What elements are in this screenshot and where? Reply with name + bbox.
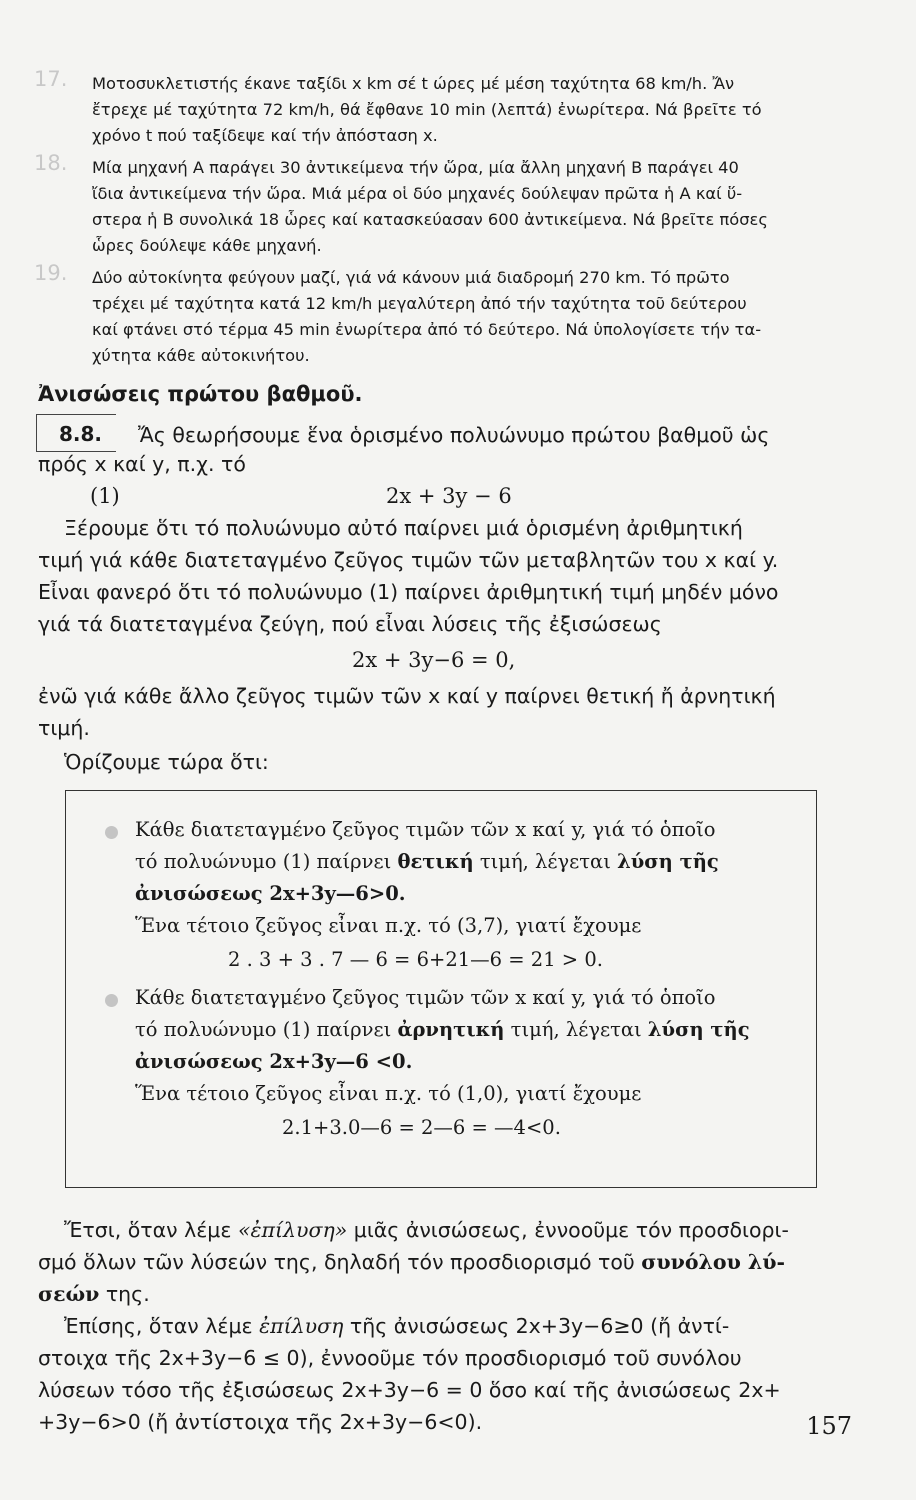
page-number: 157	[806, 1412, 852, 1440]
bullet-icon	[105, 994, 118, 1007]
definition-intro: Ὁρίζουμε τώρα ὅτι:	[64, 750, 269, 774]
box-line: Κάθε διατεταγμένο ζεῦγος τιμῶν τῶν x καί y, γιά τό ὁποῖο	[135, 818, 716, 841]
exercise-number: 17.	[34, 67, 68, 91]
section-heading: Ἀνισώσεις πρώτου βαθμοῦ.	[38, 382, 363, 406]
paragraph-line: τιμή γιά κάθε διατεταγμένο ζεῦγος τιμῶν τῶν μεταβλητῶν του x καί y.	[38, 548, 779, 572]
exercise-text-line: χύτητα κάθε αὐτοκινήτου.	[92, 346, 310, 365]
closing-line: σμό ὅλων τῶν λύσεών της, δηλαδή τόν προσδιορισμό τοῦ συνόλου λύ-	[38, 1250, 786, 1274]
exercise-text-line: Μία μηχανή Α παράγει 30 ἀντικείμενα τήν ὥρα, μία ἄλλη μηχανή Β παράγει 40	[92, 158, 739, 177]
box-line: Ἕνα τέτοιο ζεῦγος εἶναι π.χ. τό (1,0), γιατί ἔχουμε	[135, 1082, 642, 1105]
paragraph-line: γιά τά διατεταγμένα ζεύγη, πού εἶναι λύσεις τῆς ἐξισώσεως	[38, 612, 662, 636]
box-line: Ἕνα τέτοιο ζεῦγος εἶναι π.χ. τό (3,7), γιατί ἔχουμε	[135, 914, 642, 937]
box-inequality: ἀνισώσεως 2x+3y—6 <0.	[135, 1050, 413, 1073]
exercise-text-line: ἴδια ἀντικείμενα τήν ὥρα. Μιά μέρα οἱ δύο μηχανές δούλεψαν πρῶτα ἡ Α καί ὕ-	[92, 184, 743, 203]
exercise-text-line: Μοτοσυκλετιστής έκανε ταξίδι x km σέ t ώρες μέ μέση ταχύτητα 68 km/h. Ἄν	[92, 74, 735, 93]
box-calculation: 2 . 3 + 3 . 7 — 6 = 6+21—6 = 21 > 0.	[228, 948, 603, 971]
box-inequality: ἀνισώσεως 2x+3y—6>0.	[135, 882, 406, 905]
paragraph-line: ἐνῶ γιά κάθε ἄλλο ζεῦγος τιμῶν τῶν x καί y παίρνει θετική ἤ ἀρνητική	[38, 684, 776, 708]
intro-line: Ἄς θεωρήσουμε ἕνα ὁρισμένο πολυώνυμο πρώτου βαθμοῦ ὡς	[138, 423, 770, 447]
section-number-box	[36, 414, 116, 452]
box-line: τό πολυώνυμο (1) παίρνει θετική τιμή, λέγεται λύση τῆς	[135, 850, 719, 873]
paragraph-line: Εἶναι φανερό ὅτι τό πολυώνυμο (1) παίρνει ἀριθμητική τιμή μηδέν μόνο	[38, 580, 779, 604]
intro-line-2: πρός x καί y, π.χ. τό	[38, 452, 246, 476]
exercise-text-line: καί φτάνει στό τέρμα 45 min ἐνωρίτερα ἀπό τό δεύτερο. Νά ὑπολογίσετε τήν τα-	[92, 320, 762, 339]
exercise-text-line: τρέχει μέ ταχύτητα κατά 12 km/h μεγαλύτερη ἀπό τήν ταχύτητα τοῦ δεύτερου	[92, 294, 747, 313]
exercise-number: 18.	[34, 151, 68, 175]
exercise-text-line: ἔτρεχε μέ ταχύτητα 72 km/h, θά ἔφθανε 10 min (λεπτά) ἐνωρίτερα. Νά βρεῖτε τό	[92, 100, 762, 119]
closing-line: στοιχα τῆς 2x+3y−6 ≤ 0), ἐννοοῦμε τόν προσδιορισμό τοῦ συνόλου	[38, 1346, 742, 1370]
exercise-text-line: στερα ἡ Β συνολικά 18 ὧρες καί κατασκεύασαν 600 ἀντικείμενα. Νά βρεῖτε πόσες	[92, 210, 768, 229]
closing-line: σεών της.	[38, 1282, 150, 1306]
section-number: 8.8.	[59, 422, 103, 446]
box-calculation: 2.1+3.0—6 = 2—6 = —4<0.	[282, 1116, 561, 1139]
polynomial-expression: 2x + 3y − 6	[386, 484, 512, 508]
closing-line: Ἐπίσης, ὅταν λέμε ἐπίλυση τῆς ἀνισώσεως 2x+3y−6≥0 (ἤ ἀντί-	[64, 1314, 730, 1338]
box-line: Κάθε διατεταγμένο ζεῦγος τιμῶν τῶν x καί y, γιά τό ὁποῖο	[135, 986, 716, 1009]
exercise-text-line: χρόνο t πού ταξίδεψε καί τήν ἀπόσταση x.	[92, 126, 438, 145]
box-line: τό πολυώνυμο (1) παίρνει ἀρνητική τιμή, λέγεται λύση τῆς	[135, 1018, 750, 1041]
closing-line: +3y−6>0 (ἤ ἀντίστοιχα τῆς 2x+3y−6<0).	[38, 1410, 483, 1434]
exercise-text-line: ὧρες δούλεψε κάθε μηχανή.	[92, 236, 322, 255]
closing-line: Ἔτσι, ὅταν λέμε «ἐπίλυση» μιᾶς ἀνισώσεως, ἐννοοῦμε τόν προσδιορι-	[64, 1218, 789, 1242]
equation-label: (1)	[90, 484, 120, 508]
exercise-number: 19.	[34, 261, 68, 285]
paragraph-line: τιμή.	[38, 716, 90, 740]
equation: 2x + 3y−6 = 0,	[352, 648, 516, 672]
bullet-icon	[105, 826, 118, 839]
closing-line: λύσεων τόσο τῆς ἐξισώσεως 2x+3y−6 = 0 ὅσο καί τῆς ἀνισώσεως 2x+	[38, 1378, 781, 1402]
exercise-text-line: Δύο αὐτοκίνητα φεύγουν μαζί, γιά νά κάνουν μιά διαδρομή 270 km. Τό πρῶτο	[92, 268, 730, 287]
paragraph-line: Ξέρουμε ὅτι τό πολυώνυμο αὐτό παίρνει μιά ὁρισμένη ἀριθμητική	[64, 516, 743, 540]
